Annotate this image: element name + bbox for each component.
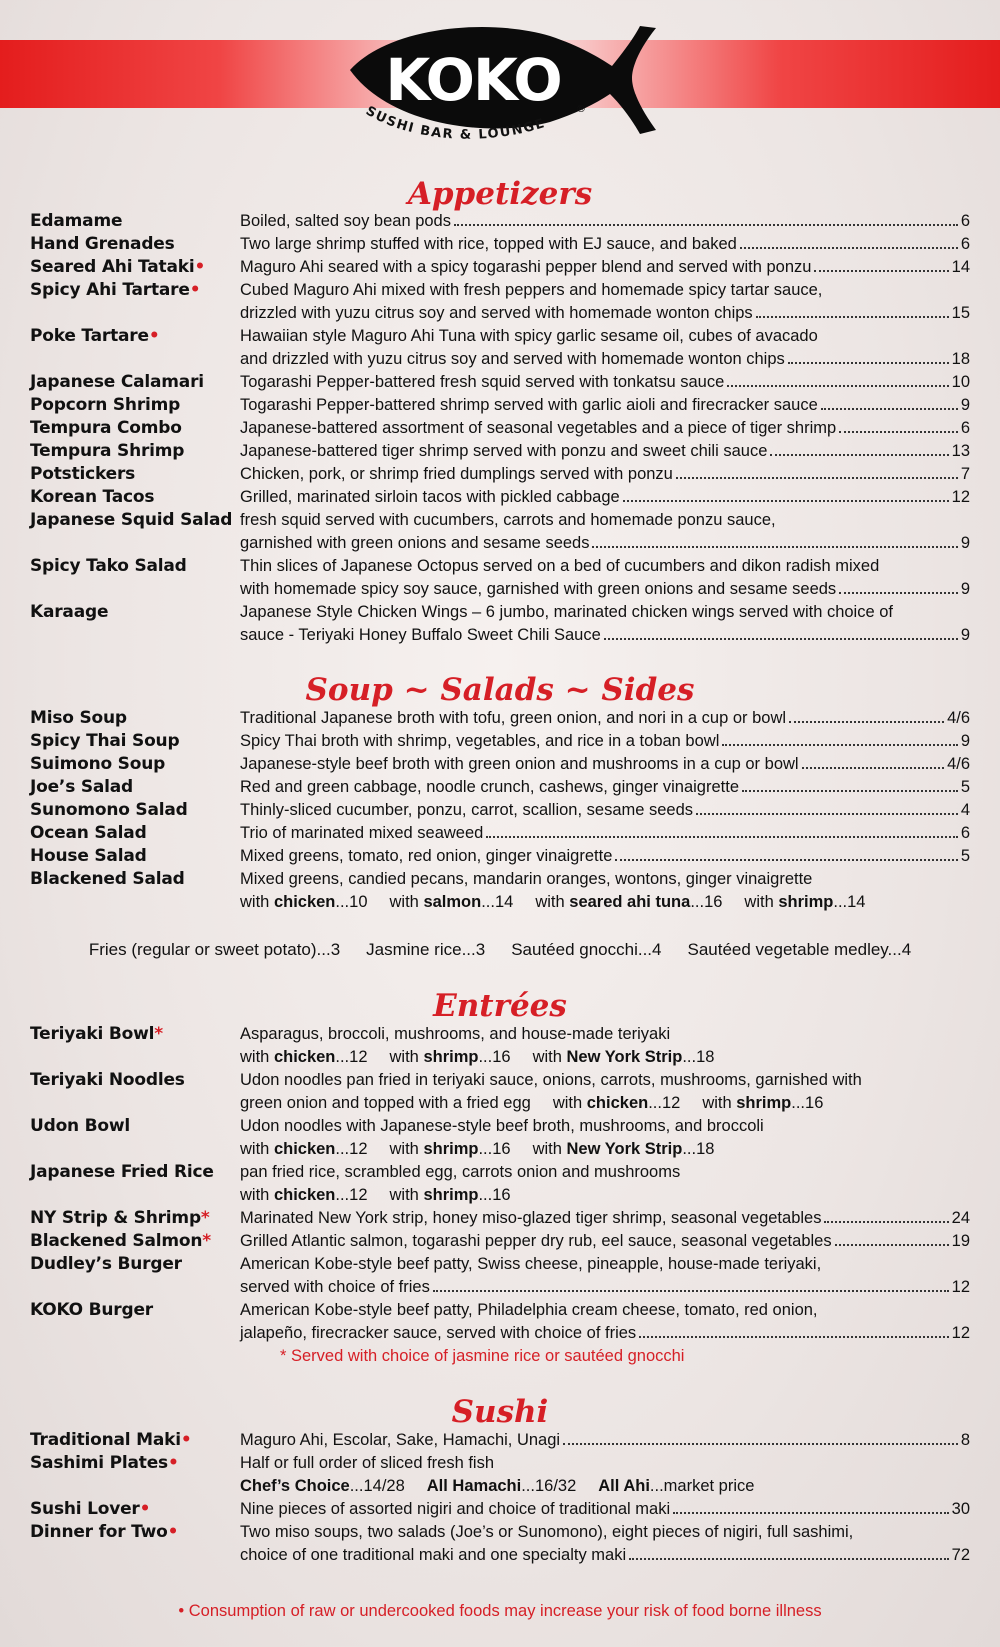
appetizers-title: Appetizers (407, 176, 593, 212)
option-prefix: with (389, 1186, 424, 1204)
option-price: ...16 (478, 1048, 511, 1066)
option-price: ...16 (478, 1140, 511, 1158)
option-price: ...14/28 (349, 1477, 405, 1495)
option (390, 891, 514, 914)
item-price: 8 (960, 1431, 970, 1449)
option-prefix: with (240, 1186, 274, 1204)
option (390, 1046, 511, 1069)
item-price: 9 (960, 534, 970, 552)
item-name: Teriyaki Bowl (30, 1024, 155, 1044)
option-price: ...12 (335, 1048, 368, 1066)
dot-leader (486, 836, 957, 838)
item-description: Grilled Atlantic salmon, togarashi pepper dry rub, eel sauce, seasonal vegetables (240, 1232, 832, 1250)
menu-item (0, 1521, 1000, 1567)
dot-leader (639, 1336, 948, 1338)
menu-item (0, 509, 1000, 555)
sushi-title: Sushi (451, 1394, 549, 1430)
option-name: shrimp (423, 1186, 479, 1204)
dot-leader (629, 1558, 949, 1560)
option (240, 1046, 368, 1069)
dot-leader (740, 247, 958, 249)
item-description: Two miso soups, two salads (Joe’s or Sunomono), eight pieces of nigiri, full sashimi, (240, 1523, 854, 1541)
entree-items (0, 1207, 1000, 1345)
raw-mark: • (180, 1430, 192, 1450)
item-description: Marinated New York strip, honey miso-glazed tiger shrimp, seasonal vegetables (240, 1209, 822, 1227)
item-price: 6 (960, 212, 970, 230)
item-price: 4/6 (947, 755, 970, 773)
item-name: Tempura Shrimp (30, 441, 185, 461)
item-price: 15 (951, 304, 970, 322)
item-name: House Salad (30, 846, 147, 866)
option-prefix: with (532, 1140, 567, 1158)
item-name: Sunomono Salad (30, 800, 188, 820)
option (553, 1092, 681, 1115)
item-description: Japanese-battered assortment of seasonal vegetables and a piece of tiger shrimp (240, 419, 837, 437)
option-price: ...10 (335, 893, 368, 911)
item-name: NY Strip & Shrimp (30, 1208, 201, 1228)
option-price: ...14 (833, 893, 866, 911)
item-description: drizzled with yuzu citrus soy and served with homemade wonton chips (240, 304, 753, 322)
menu-item (0, 776, 1000, 799)
item-name: Japanese Squid Salad (30, 510, 233, 530)
option-name: chicken (273, 1140, 336, 1158)
item-description: Two large shrimp stuffed with rice, topped with EJ sauce, and baked (240, 235, 737, 253)
sides-list (0, 938, 1000, 961)
menu-item (0, 1161, 1000, 1207)
item-description: Udon noodles pan fried in teriyaki sauce, onions, carrots, mushrooms, garnished with (240, 1071, 862, 1089)
item-name: Sashimi Plates (30, 1453, 168, 1473)
entrees-section (0, 1023, 1000, 1368)
item-description-2: green onion and topped with a fried egg (240, 1094, 531, 1112)
registered-mark: ® (576, 104, 586, 115)
item-description: Grilled, marinated sirloin tacos with pickled cabbage (240, 488, 620, 506)
menu-item (0, 279, 1000, 325)
item-description: Nine pieces of assorted nigiri and choice of traditional maki (240, 1500, 671, 1518)
raw-mark: • (194, 257, 206, 277)
option-name: salmon (423, 893, 482, 911)
item-name: Joe’s Salad (30, 777, 134, 797)
menu-item (0, 753, 1000, 776)
item-description: Maguro Ahi seared with a spicy togarashi pepper blend and served with ponzu (240, 258, 812, 276)
item-options (240, 1046, 970, 1069)
dot-leader (615, 859, 957, 861)
item-description: Boiled, salted soy bean pods (240, 212, 451, 230)
item-description: American Kobe-style beef patty, Swiss cheese, pineapple, house-made teriyaki, (240, 1255, 822, 1273)
side-item: Sautéed vegetable medley...4 (687, 940, 912, 959)
dot-leader (696, 813, 958, 815)
item-price: 9 (960, 626, 970, 644)
item-name: Udon Bowl (30, 1116, 131, 1136)
item-description: Japanese-battered tiger shrimp served with ponzu and sweet chili sauce (240, 442, 768, 460)
menu-item (0, 1452, 1000, 1498)
item-price: 6 (960, 824, 970, 842)
item-description: Togarashi Pepper-battered shrimp served with garlic aioli and firecracker sauce (240, 396, 818, 414)
dot-leader (789, 721, 944, 723)
item-name: Spicy Thai Soup (30, 731, 180, 751)
item-description: and drizzled with yuzu citrus soy and served with homemade wonton chips (240, 350, 785, 368)
item-name: Seared Ahi Tataki (30, 257, 195, 277)
dot-leader (824, 1221, 948, 1223)
item-price: 4/6 (947, 709, 970, 727)
option-prefix: with (389, 893, 424, 911)
item-name: Ocean Salad (30, 823, 147, 843)
menu-item (0, 256, 1000, 279)
item-description: Togarashi Pepper-battered fresh squid served with tonkatsu sauce (240, 373, 725, 391)
item-name: Hand Grenades (30, 234, 175, 254)
menu-item (0, 463, 1000, 486)
item-price: 19 (951, 1232, 970, 1250)
dot-leader (839, 592, 958, 594)
item-name: Potstickers (30, 464, 136, 484)
option-price: ...18 (682, 1048, 715, 1066)
dot-leader (839, 431, 958, 433)
menu-item (0, 1299, 1000, 1345)
dot-leader (604, 638, 958, 640)
side-item: Fries (regular or sweet potato)...3 (88, 940, 341, 959)
option-price: ...18 (682, 1140, 715, 1158)
item-name: Blackened Salad (30, 869, 185, 889)
item-name: Japanese Fried Rice (30, 1162, 214, 1182)
menu-item (0, 1023, 1000, 1069)
item-price: 18 (951, 350, 970, 368)
item-price: 5 (960, 778, 970, 796)
dot-leader (673, 1512, 948, 1514)
item-price: 5 (960, 847, 970, 865)
rice-mark: * (154, 1024, 163, 1044)
item-description: Mixed greens, candied pecans, mandarin oranges, wontons, ginger vinaigrette (240, 870, 813, 888)
menu-item (0, 1253, 1000, 1299)
item-name: KOKO Burger (30, 1300, 153, 1320)
item-description: sauce - Teriyaki Honey Buffalo Sweet Chili Sauce (240, 626, 601, 644)
menu-item (0, 601, 1000, 647)
dot-leader (756, 316, 949, 318)
option-name: chicken (586, 1094, 649, 1112)
option-prefix: with (240, 893, 274, 911)
brand-name: KOKO (385, 46, 561, 114)
option-price: ...12 (335, 1186, 368, 1204)
item-options (240, 1184, 970, 1207)
item-price: 4 (960, 801, 970, 819)
raw-mark: • (167, 1453, 179, 1473)
raw-mark: • (139, 1499, 151, 1519)
dot-leader (770, 454, 948, 456)
option (427, 1475, 577, 1498)
item-price: 6 (960, 419, 970, 437)
menu-item (0, 822, 1000, 845)
option-prefix: with (389, 1048, 424, 1066)
option-name: shrimp (423, 1140, 479, 1158)
item-description: Japanese-style beef broth with green onion and mushrooms in a cup or bowl (240, 755, 799, 773)
item-description: Thinly-sliced cucumber, ponzu, carrot, scallion, sesame seeds (240, 801, 694, 819)
menu-item (0, 233, 1000, 256)
option (598, 1475, 754, 1498)
option (702, 1092, 823, 1115)
menu-item (0, 1069, 1000, 1115)
dot-leader (742, 790, 958, 792)
menu-item (0, 1207, 1000, 1230)
item-name: Poke Tartare (30, 326, 149, 346)
option (390, 1184, 511, 1207)
menu-item (0, 486, 1000, 509)
item-price: 6 (960, 235, 970, 253)
option-name: chicken (273, 1186, 336, 1204)
dot-leader (727, 385, 948, 387)
item-price: 30 (951, 1500, 970, 1518)
option-name: chicken (273, 893, 336, 911)
item-description: jalapeño, firecracker sauce, served with choice of fries (240, 1324, 637, 1342)
dot-leader (592, 546, 957, 548)
brand-tagline: SUSHI BAR & LOUNGE (363, 103, 548, 143)
option-prefix: with (702, 1094, 737, 1112)
raw-mark: • (189, 280, 201, 300)
item-name: Sushi Lover (30, 1499, 140, 1519)
dot-leader (623, 500, 949, 502)
item-description: pan fried rice, scrambled egg, carrots onion and mushrooms (240, 1163, 681, 1181)
rice-mark: * (200, 1208, 210, 1228)
item-price: 9 (960, 732, 970, 750)
soups-title: Soup ~ Salads ~ Sides (305, 672, 695, 708)
item-description: Thin slices of Japanese Octopus served on a bed of cucumbers and dikon radish mixed (240, 557, 880, 575)
option-prefix: with (552, 1094, 587, 1112)
dot-leader (433, 1290, 949, 1292)
item-description: Mixed greens, tomato, red onion, ginger vinaigrette (240, 847, 613, 865)
koko-fish-logo (340, 18, 660, 148)
item-description: Asparagus, broccoli, mushrooms, and house-made teriyaki (240, 1025, 671, 1043)
item-options (240, 1092, 970, 1115)
item-options (240, 891, 970, 914)
item-description: Hawaiian style Maguro Ahi Tuna with spicy garlic sesame oil, cubes of avacado (240, 327, 818, 345)
side-item: Jasmine rice...3 (366, 940, 486, 959)
menu-item (0, 325, 1000, 371)
item-name: Suimono Soup (30, 754, 166, 774)
appetizers-section (0, 210, 1000, 647)
item-name: Dudley’s Burger (30, 1254, 182, 1274)
option (240, 1475, 405, 1498)
item-price: 12 (951, 488, 970, 506)
raw-mark: • (148, 326, 160, 346)
option-name: New York Strip (566, 1140, 683, 1158)
blackened-salad (0, 868, 1000, 914)
option-name: All Ahi (598, 1477, 650, 1495)
option-name: shrimp (736, 1094, 792, 1112)
dot-leader (788, 362, 949, 364)
item-price: 7 (960, 465, 970, 483)
menu-item (0, 1115, 1000, 1161)
item-name: Japanese Calamari (30, 372, 204, 392)
item-description: Udon noodles with Japanese-style beef broth, mushrooms, and broccoli (240, 1117, 764, 1135)
item-name: Spicy Ahi Tartare (30, 280, 190, 300)
item-name: Traditional Maki (30, 1430, 181, 1450)
option-name: seared ahi tuna (569, 893, 691, 911)
item-description: Spicy Thai broth with shrimp, vegetables, and rice in a toban bowl (240, 732, 720, 750)
option-price: ...14 (481, 893, 514, 911)
item-name: Dinner for Two (30, 1522, 168, 1542)
item-description: Traditional Japanese broth with tofu, green onion, and nori in a cup or bowl (240, 709, 787, 727)
item-price: 14 (951, 258, 970, 276)
option-name: Chef’s Choice (240, 1477, 350, 1495)
option-name: chicken (273, 1048, 336, 1066)
raw-food-warning: • Consumption of raw or undercooked foods may increase your risk of food borne illness (178, 1602, 822, 1620)
raw-mark: • (167, 1522, 179, 1542)
option (744, 891, 865, 914)
item-description: with homemade spicy soy sauce, garnished with green onions and sesame seeds (240, 580, 837, 598)
option-price: ...16 (791, 1094, 824, 1112)
item-description: Japanese Style Chicken Wings – 6 jumbo, marinated chicken wings served with choice of (240, 603, 893, 621)
item-price: 12 (951, 1278, 970, 1296)
option-prefix: with (240, 1048, 274, 1066)
menu-item (0, 707, 1000, 730)
item-price: 13 (951, 442, 970, 460)
menu-item (0, 394, 1000, 417)
item-description: American Kobe-style beef patty, Philadelphia cream cheese, tomato, red onion, (240, 1301, 818, 1319)
item-description: Trio of marinated mixed seaweed (240, 824, 484, 842)
item-description: fresh squid served with cucumbers, carrots and homemade ponzu sauce, (240, 511, 776, 529)
option (240, 1184, 368, 1207)
dot-leader (676, 477, 958, 479)
option-price: ...12 (335, 1140, 368, 1158)
entrees-title: Entrées (433, 988, 567, 1024)
menu-item (0, 1230, 1000, 1253)
item-name: Popcorn Shrimp (30, 395, 181, 415)
menu-item (0, 1429, 1000, 1452)
item-description: Chicken, pork, or shrimp fried dumplings served with ponzu (240, 465, 673, 483)
item-price: 12 (951, 1324, 970, 1342)
item-description: choice of one traditional maki and one specialty maki (240, 1546, 627, 1564)
item-price: 9 (960, 580, 970, 598)
item-price: 9 (960, 396, 970, 414)
option-price: ...16 (478, 1186, 511, 1204)
option (533, 1046, 715, 1069)
item-name: Tempura Combo (30, 418, 182, 438)
item-name: Edamame (30, 211, 123, 231)
menu-item (0, 730, 1000, 753)
item-description: Cubed Maguro Ahi mixed with fresh peppers and homemade spicy tartar sauce, (240, 281, 823, 299)
menu-item (0, 417, 1000, 440)
menu-item (0, 210, 1000, 233)
option-price: ...market price (649, 1477, 755, 1495)
item-price: 24 (951, 1209, 970, 1227)
rice-note: * Served with choice of jasmine rice or sautéed gnocchi (280, 1347, 685, 1365)
side-item: Sautéed gnocchi...4 (511, 940, 662, 959)
soups-section (0, 707, 1000, 868)
menu-item (0, 845, 1000, 868)
option (533, 1138, 715, 1161)
option (390, 1138, 511, 1161)
dot-leader (821, 408, 958, 410)
item-name: Miso Soup (30, 708, 127, 728)
dot-leader (835, 1244, 949, 1246)
menu-item (0, 440, 1000, 463)
option (535, 891, 722, 914)
menu-item (0, 1498, 1000, 1521)
menu-item (0, 799, 1000, 822)
option-prefix: with (744, 893, 779, 911)
dot-leader (802, 767, 944, 769)
item-description: served with choice of fries (240, 1278, 430, 1296)
item-name: Blackened Salmon (30, 1231, 203, 1251)
menu-item (0, 371, 1000, 394)
menu-item (0, 555, 1000, 601)
dot-leader (722, 744, 957, 746)
item-price: 10 (951, 373, 970, 391)
option-name: shrimp (423, 1048, 479, 1066)
option-price: ...16/32 (521, 1477, 577, 1495)
item-name: Spicy Tako Salad (30, 556, 187, 576)
option-prefix: with (240, 1140, 274, 1158)
dot-leader (454, 224, 958, 226)
item-description: garnished with green onions and sesame seeds (240, 534, 590, 552)
option (240, 891, 368, 914)
item-name: Teriyaki Noodles (30, 1070, 185, 1090)
option-name: All Hamachi (426, 1477, 522, 1495)
option-prefix: with (532, 1048, 567, 1066)
option-name: shrimp (778, 893, 834, 911)
dot-leader (563, 1443, 958, 1445)
item-description: Maguro Ahi, Escolar, Sake, Hamachi, Unagi (240, 1431, 561, 1449)
option-name: New York Strip (566, 1048, 683, 1066)
item-name: Korean Tacos (30, 487, 155, 507)
dot-leader (814, 270, 948, 272)
rice-mark: * (202, 1231, 211, 1251)
item-description: Half or full order of sliced fresh fish (240, 1454, 495, 1472)
item-price: 72 (951, 1546, 970, 1564)
option-price: ...12 (648, 1094, 681, 1112)
item-options (240, 1475, 970, 1498)
option-price: ...16 (690, 893, 723, 911)
item-options (240, 1138, 970, 1161)
item-name: Karaage (30, 602, 109, 622)
option (240, 1138, 368, 1161)
sushi-section (0, 1429, 1000, 1567)
item-description: Red and green cabbage, noodle crunch, cashews, ginger vinaigrette (240, 778, 739, 796)
option-prefix: with (535, 893, 570, 911)
option-prefix: with (389, 1140, 424, 1158)
